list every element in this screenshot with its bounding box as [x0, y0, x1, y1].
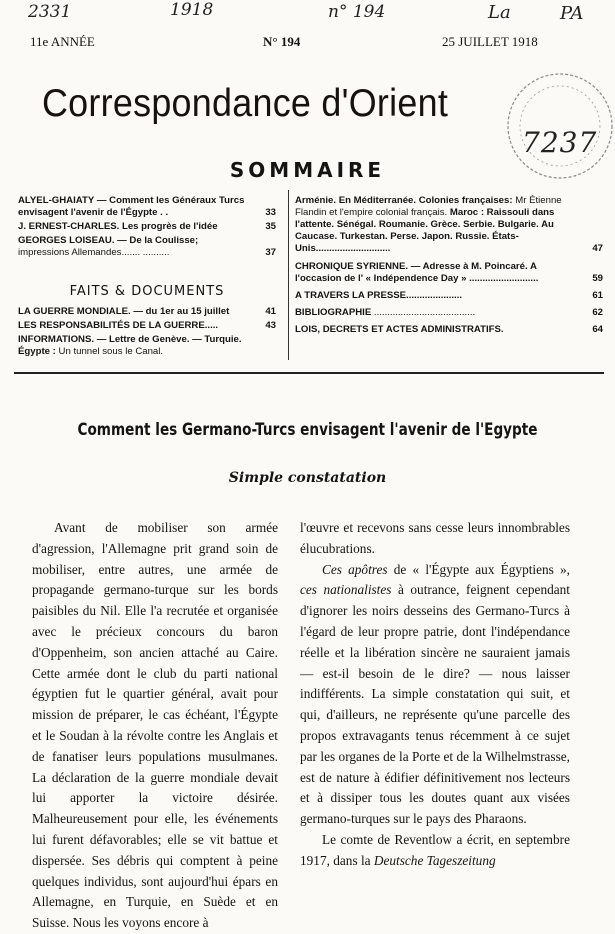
issue-date: 25 JUILLET 1918: [442, 34, 538, 49]
toc-author: LA GUERRE MONDIALE.: [18, 306, 131, 317]
sommaire-heading: SOMMAIRE: [229, 158, 386, 182]
handwritten-mark: PA: [560, 3, 584, 24]
article-headline: Comment les Germano-Turcs envisagent l'avenir de l'Egypte: [77, 420, 538, 440]
section-divider: [14, 372, 604, 374]
toc-entry[interactable]: [18, 334, 276, 358]
toc-author: LOIS, DECRETS ET ACTES ADMINISTRATIFS.: [295, 324, 504, 335]
article-subtitle: Simple constatation: [228, 470, 387, 486]
toc-text: Maroc : Raissouli dans l'attente. Sénégal. Roumanie. Grèce. Serbie. Bulgarie. Au Caucase. Turkestan. Perse. Japon. Russie. États-Unis............................: [295, 207, 555, 254]
toc-text: ......................................: [373, 307, 476, 318]
toc-entry[interactable]: [295, 324, 603, 336]
toc-entry[interactable]: [18, 320, 276, 332]
toc-author: LES RESPONSABILITÉS DE LA GUERRE.....: [18, 320, 219, 331]
toc-author: INFORMATIONS.: [18, 334, 95, 345]
toc-text: Arménie. En Méditerranée. Colonies françaises:: [295, 195, 513, 206]
issue-year: 11e ANNÉE: [30, 34, 95, 49]
toc-author: ALYEL-GHAIATY: [18, 195, 95, 206]
toc-entry[interactable]: [295, 307, 603, 319]
toc-text: Mr Étienne Flandin et l'empire colonial français.: [295, 195, 562, 218]
toc-entry[interactable]: [295, 195, 603, 255]
toc-entry[interactable]: [18, 221, 276, 233]
article-paragraph: l'œuvre et recevons sans cesse leurs innombrables élucubrations.: [300, 520, 570, 556]
toc-page: 33: [265, 207, 276, 218]
toc-entry[interactable]: [295, 290, 603, 302]
toc-entry[interactable]: [18, 306, 276, 318]
toc-text: — Lettre de Genève. — Turquie. Égypte :: [18, 334, 242, 357]
toc-right: [295, 195, 603, 338]
toc-author: BIBLIOGRAPHIE: [295, 307, 372, 318]
article-paragraph: Le comte de Reventlow a écrit, en septembre 1917, dans la Deutsche Tageszeitung: [300, 831, 570, 868]
toc-page: 61: [592, 290, 603, 301]
toc-text: impressions Allemandes....... ..........: [18, 247, 170, 258]
journal-title: Correspondance d'Orient: [42, 82, 449, 125]
column-divider: [288, 190, 289, 360]
toc-page: 47: [592, 243, 603, 254]
toc-text: — du 1er au 15 juillet: [133, 306, 230, 317]
toc-left: [18, 195, 276, 261]
toc-text: Les progrès de l'idée: [121, 221, 218, 232]
handwritten-mark: n° 194: [328, 2, 386, 22]
toc-author: CHRONIQUE SYRIENNE.: [295, 261, 409, 272]
toc-author: GEORGES LOISEAU.: [18, 235, 115, 246]
issue-number: N° 194: [263, 34, 301, 49]
toc-author: J. ERNEST-CHARLES.: [18, 221, 120, 232]
toc-entry[interactable]: [295, 261, 603, 285]
toc-entry[interactable]: [18, 235, 276, 259]
toc-text: Un tunnel sous le Canal.: [58, 346, 164, 357]
toc-page: 41: [265, 306, 276, 317]
article-paragraph: Ces apôtres de « l'Égypte aux Égyptiens », ces nationalistes à outrance, feignent cependant d'ignorer les noirs desseins des Germano-Turcs à l'égard de leur propre patrie, dont l'indépendance réelle et la libération sincère ne sauraient jamais — est-il besoin de le dire? — nous laisser indifférents. La simple constatation qui suit, et qui, d'ailleurs, ne représente qu'une parcelle des propos extravagants tenus récemment à ce sujet par les organes de la Porte et de la Wilhelmstrasse, est de nature à édifier définitivement nos lecteurs et à dissiper tous les doutes quant aux visées germano-turques sur le pays des Pharaons.: [300, 561, 571, 827]
toc-text: — Adresse à M. Poincaré. A l'occasion de l' « Indépendence Day » ..........................: [295, 261, 539, 284]
toc-page: 62: [592, 307, 603, 318]
faits-documents-heading: FAITS & DOCUMENTS: [69, 284, 225, 299]
handwritten-mark: La: [488, 2, 511, 23]
toc-author: A TRAVERS LA PRESSE.....................: [295, 290, 463, 301]
toc-faits: [18, 306, 276, 360]
handwritten-mark: 2331: [28, 2, 72, 22]
toc-page: 37: [265, 247, 276, 258]
toc-page: 43: [265, 320, 276, 331]
handwritten-call-number: 7237: [522, 126, 598, 159]
toc-entry[interactable]: [18, 195, 276, 219]
toc-page: 64: [592, 324, 603, 335]
toc-text: — Comment les Généraux Turcs envisagent l'avenir de l'Égypte . .: [18, 195, 245, 218]
article-paragraph: Avant de mobiliser son armée d'agression, l'Allemagne prit grand soin de mobiliser, entre autres, une armée de propagande germano-turque sur les bords paisibles du Nil. Elle l'a recrutée et organisée avec le précieux concours du baron d'Oppenheim, son ancien attaché au Caire. Cette armée dont le club du parti national égyptien fut le quartier général, avait pour mission de préparer, le cas échéant, l'Égypte et le Soudan à la révolte contre les Anglais et de fanatiser leurs populations musulmanes. La déclaration de la guerre mondiale devait lui apporter la victoire désirée. Malheureusement pour elle, les événements lui furent défavorables; elle se vit battue et dispersée. Ses débris qui comptent à peine quelques individus, sont aujourd'hui épars en Allemagne, en Turquie, en Suède et en Suisse. Nous les voyons encore à: [32, 520, 278, 931]
toc-text: — De la Coulisse;: [117, 235, 199, 246]
article-column-right: [300, 518, 570, 872]
handwritten-mark: 1918: [170, 0, 214, 20]
article-column-left: [32, 518, 278, 934]
toc-page: 35: [265, 221, 276, 232]
toc-page: 59: [592, 273, 603, 284]
